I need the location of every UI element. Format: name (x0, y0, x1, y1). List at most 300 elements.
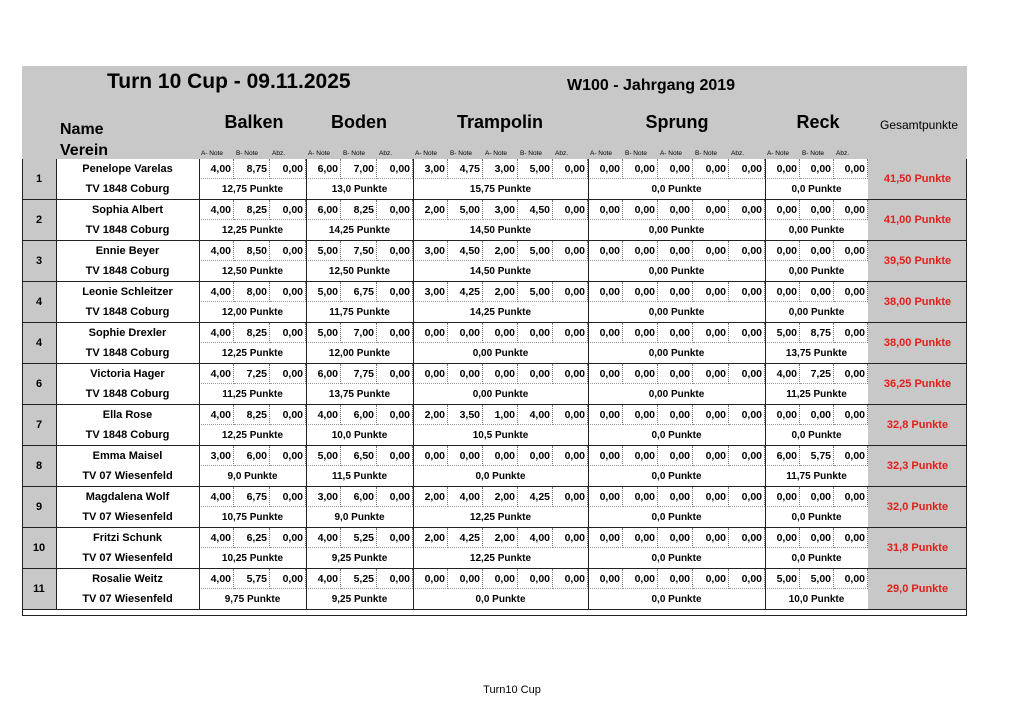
score-cell: 8,75 (234, 159, 270, 179)
score-cell: 5,00 (306, 446, 341, 466)
score-cell: 6,00 (306, 364, 341, 384)
score-cell: 0,00 (270, 282, 306, 302)
score-cell: 0,00 (800, 487, 834, 507)
score-cell: 0,00 (448, 569, 483, 589)
column-divider (306, 159, 307, 199)
rank-cell: 8 (22, 446, 56, 486)
column-divider (588, 528, 589, 568)
gymnast-name: Sophie Drexler (88, 327, 167, 339)
gymnast-club: TV 1848 Coburg (85, 224, 170, 236)
column-divider (306, 282, 307, 322)
column-divider (199, 282, 200, 322)
apparatus-heading: Trampolin (456, 112, 543, 132)
apparatus-points: 0,0 Punkte (475, 593, 526, 605)
score-cell: 0,00 (588, 323, 623, 343)
gymnast-name: Victoria Hager (90, 368, 165, 380)
note-sublabel: A- Note (660, 150, 683, 157)
column-divider (56, 159, 57, 199)
gymnast-club: TV 1848 Coburg (85, 183, 170, 195)
apparatus-points: 13,0 Punkte (331, 183, 388, 195)
score-cell: 4,00 (199, 200, 234, 220)
score-cell: 8,75 (800, 323, 834, 343)
score-cell: 5,00 (765, 569, 800, 589)
column-divider (199, 528, 200, 568)
apparatus-points: 0,00 Punkte (648, 265, 705, 277)
column-divider (588, 446, 589, 486)
score-cell: 4,00 (306, 569, 341, 589)
score-cell: 0,00 (270, 569, 306, 589)
column-divider (765, 528, 766, 568)
score-cell: 6,00 (306, 159, 341, 179)
column-divider (588, 200, 589, 240)
score-cell: 8,50 (234, 241, 270, 261)
column-divider (199, 405, 200, 445)
apparatus-points: 12,25 Punkte (221, 429, 284, 441)
score-cell: 0,00 (658, 528, 693, 548)
score-cell: 0,00 (623, 528, 658, 548)
apparatus-points: 11,5 Punkte (331, 470, 388, 482)
gymnast-name: Leonie Schleitzer (82, 286, 173, 298)
apparatus-points: 12,00 Punkte (221, 306, 284, 318)
gymnast-name: Sophia Albert (91, 204, 164, 216)
score-cell: 7,25 (800, 364, 834, 384)
note-sublabel: Abz. (555, 150, 569, 157)
score-cell: 0,00 (729, 282, 765, 302)
total-points: 32,3 Punkte (868, 446, 967, 486)
score-cell: 0,00 (270, 200, 306, 220)
apparatus-points: 12,25 Punkte (469, 552, 532, 564)
score-cell: 3,50 (448, 405, 483, 425)
score-cell: 0,00 (377, 364, 413, 384)
column-divider (306, 446, 307, 486)
score-cell: 4,00 (199, 528, 234, 548)
note-sublabel: Abz. (379, 150, 393, 157)
score-cell: 7,50 (341, 241, 377, 261)
score-cell: 0,00 (800, 200, 834, 220)
apparatus-points: 9,25 Punkte (331, 593, 388, 605)
table-row (22, 446, 967, 487)
rank-cell: 9 (22, 487, 56, 527)
note-sublabel: A- Note (590, 150, 613, 157)
score-cell: 0,00 (765, 405, 800, 425)
column-divider (413, 528, 414, 568)
column-divider (199, 323, 200, 363)
score-cell: 6,50 (341, 446, 377, 466)
score-cell: 3,00 (306, 487, 341, 507)
score-cell: 0,00 (623, 446, 658, 466)
score-cell: 0,00 (588, 241, 623, 261)
score-cell: 2,00 (483, 282, 518, 302)
score-cell: 6,00 (341, 487, 377, 507)
score-cell: 0,00 (518, 569, 553, 589)
apparatus-points: 0,00 Punkte (788, 265, 845, 277)
score-cell: 0,00 (588, 282, 623, 302)
column-divider (413, 446, 414, 486)
apparatus-points: 14,50 Punkte (469, 265, 532, 277)
score-cell: 0,00 (658, 364, 693, 384)
table-row (22, 405, 967, 446)
name-column-label: Name (60, 121, 104, 138)
score-cell: 5,00 (306, 282, 341, 302)
note-sublabel: B- Note (695, 150, 718, 157)
column-divider (765, 364, 766, 404)
total-column-label: Gesamtpunkte (880, 118, 959, 132)
apparatus-points: 9,25 Punkte (331, 552, 388, 564)
score-cell: 0,00 (413, 446, 448, 466)
gymnast-club: TV 1848 Coburg (85, 265, 170, 277)
apparatus-points: 10,5 Punkte (472, 429, 529, 441)
score-cell: 0,00 (377, 528, 413, 548)
score-cell: 0,00 (834, 364, 868, 384)
column-divider (588, 487, 589, 527)
score-cell: 0,00 (588, 487, 623, 507)
score-cell: 5,00 (518, 282, 553, 302)
score-cell: 0,00 (413, 364, 448, 384)
score-cell: 6,75 (341, 282, 377, 302)
score-cell: 3,00 (483, 159, 518, 179)
score-cell: 0,00 (800, 405, 834, 425)
score-cell: 8,25 (234, 323, 270, 343)
gymnast-club: TV 07 Wiesenfeld (82, 593, 173, 605)
score-cell: 0,00 (834, 405, 868, 425)
score-cell: 0,00 (623, 364, 658, 384)
column-divider (199, 487, 200, 527)
table-row (22, 487, 967, 528)
score-cell: 0,00 (483, 569, 518, 589)
column-divider (765, 241, 766, 281)
score-cell: 3,00 (413, 241, 448, 261)
score-cell: 6,00 (306, 200, 341, 220)
rank-cell: 11 (22, 569, 56, 609)
apparatus-points: 10,25 Punkte (221, 552, 284, 564)
apparatus-points: 9,75 Punkte (224, 593, 281, 605)
score-cell: 0,00 (518, 364, 553, 384)
total-points: 29,0 Punkte (868, 569, 967, 609)
score-cell: 0,00 (693, 364, 729, 384)
score-cell: 0,00 (553, 569, 588, 589)
apparatus-points: 12,50 Punkte (221, 265, 284, 277)
note-sublabel: B- Note (625, 150, 648, 157)
note-sublabel: Abz. (731, 150, 745, 157)
column-divider (199, 200, 200, 240)
score-cell: 0,00 (693, 200, 729, 220)
score-cell: 0,00 (553, 323, 588, 343)
score-cell: 0,00 (800, 282, 834, 302)
score-cell: 0,00 (834, 323, 868, 343)
rank-cell: 7 (22, 405, 56, 445)
apparatus-points: 0,00 Punkte (472, 388, 529, 400)
score-cell: 0,00 (377, 569, 413, 589)
score-cell: 0,00 (834, 200, 868, 220)
score-cell: 0,00 (483, 323, 518, 343)
note-sublabel: B- Note (520, 150, 543, 157)
score-cell: 4,00 (199, 405, 234, 425)
score-cell: 0,00 (800, 159, 834, 179)
score-cell: 0,00 (765, 159, 800, 179)
score-cell: 4,00 (199, 487, 234, 507)
gymnast-name: Emma Maisel (92, 450, 163, 462)
column-divider (588, 159, 589, 199)
score-cell: 0,00 (270, 241, 306, 261)
column-divider (306, 200, 307, 240)
score-cell: 0,00 (834, 487, 868, 507)
score-cell: 2,00 (413, 487, 448, 507)
column-divider (588, 241, 589, 281)
apparatus-points: 12,25 Punkte (221, 347, 284, 359)
apparatus-points: 9,0 Punkte (334, 511, 385, 523)
score-cell: 4,00 (306, 405, 341, 425)
total-points: 31,8 Punkte (868, 528, 967, 568)
header-band (22, 66, 967, 159)
total-points: 36,25 Punkte (868, 364, 967, 404)
score-cell: 4,25 (448, 282, 483, 302)
column-divider (306, 405, 307, 445)
score-cell: 0,00 (693, 323, 729, 343)
table-row (22, 159, 967, 200)
table-row (22, 323, 967, 364)
score-cell: 0,00 (270, 364, 306, 384)
rank-cell: 10 (22, 528, 56, 568)
score-cell: 0,00 (693, 282, 729, 302)
column-divider (765, 487, 766, 527)
apparatus-points: 0,00 Punkte (788, 224, 845, 236)
column-divider (413, 282, 414, 322)
score-cell: 5,00 (448, 200, 483, 220)
gymnast-name: Rosalie Weitz (92, 573, 163, 585)
score-cell: 0,00 (448, 364, 483, 384)
score-cell: 0,00 (729, 487, 765, 507)
apparatus-points: 0,00 Punkte (648, 347, 705, 359)
apparatus-points: 0,0 Punkte (651, 511, 702, 523)
gymnast-club: TV 1848 Coburg (85, 347, 170, 359)
total-points: 41,50 Punkte (868, 159, 967, 199)
page-title: Turn 10 Cup - 09.11.2025 (107, 70, 351, 93)
score-cell: 5,25 (341, 569, 377, 589)
apparatus-points: 10,0 Punkte (788, 593, 845, 605)
score-cell: 5,25 (341, 528, 377, 548)
score-cell: 4,00 (199, 364, 234, 384)
score-cell: 0,00 (729, 159, 765, 179)
column-divider (765, 323, 766, 363)
column-divider (413, 487, 414, 527)
score-cell: 0,00 (658, 241, 693, 261)
total-points: 32,0 Punkte (868, 487, 967, 527)
score-cell: 0,00 (553, 446, 588, 466)
apparatus-points: 10,0 Punkte (331, 429, 388, 441)
score-cell: 6,25 (234, 528, 270, 548)
score-cell: 4,00 (518, 405, 553, 425)
score-cell: 0,00 (693, 159, 729, 179)
total-points: 41,00 Punkte (868, 200, 967, 240)
score-cell: 3,00 (483, 200, 518, 220)
column-divider (413, 569, 414, 609)
score-cell: 0,00 (623, 487, 658, 507)
apparatus-points: 0,00 Punkte (472, 347, 529, 359)
score-cell: 0,00 (270, 528, 306, 548)
apparatus-points: 12,25 Punkte (469, 511, 532, 523)
apparatus-points: 0,0 Punkte (651, 429, 702, 441)
score-cell: 0,00 (588, 159, 623, 179)
apparatus-points: 14,25 Punkte (469, 306, 532, 318)
gymnast-club: TV 1848 Coburg (85, 429, 170, 441)
score-cell: 0,00 (553, 159, 588, 179)
column-divider (56, 282, 57, 322)
apparatus-points: 0,0 Punkte (651, 470, 702, 482)
apparatus-points: 12,75 Punkte (221, 183, 284, 195)
score-cell: 5,00 (800, 569, 834, 589)
score-cell: 0,00 (729, 200, 765, 220)
total-points: 39,50 Punkte (868, 241, 967, 281)
column-divider (56, 405, 57, 445)
column-divider (199, 159, 200, 199)
score-cell: 0,00 (588, 405, 623, 425)
note-sublabel: B- Note (343, 150, 366, 157)
score-cell: 3,00 (413, 159, 448, 179)
column-divider (56, 241, 57, 281)
score-cell: 0,00 (518, 446, 553, 466)
score-cell: 5,00 (306, 323, 341, 343)
note-sublabel: B- Note (450, 150, 473, 157)
column-divider (413, 241, 414, 281)
apparatus-heading: Boden (331, 112, 387, 132)
score-cell: 0,00 (377, 446, 413, 466)
score-cell: 0,00 (377, 282, 413, 302)
score-cell: 0,00 (693, 487, 729, 507)
gymnast-name: Ennie Beyer (95, 245, 160, 257)
apparatus-points: 11,75 Punkte (786, 470, 847, 482)
score-cell: 0,00 (729, 323, 765, 343)
total-points: 38,00 Punkte (868, 323, 967, 363)
score-cell: 5,00 (518, 159, 553, 179)
gymnast-club: TV 07 Wiesenfeld (82, 511, 173, 523)
column-divider (413, 323, 414, 363)
column-divider (56, 200, 57, 240)
score-cell: 0,00 (588, 200, 623, 220)
apparatus-points: 11,25 Punkte (786, 388, 847, 400)
score-cell: 2,00 (413, 405, 448, 425)
score-cell: 6,00 (234, 446, 270, 466)
score-cell: 0,00 (553, 405, 588, 425)
column-divider (413, 200, 414, 240)
apparatus-points: 0,0 Punkte (475, 470, 526, 482)
table-row (22, 200, 967, 241)
column-divider (765, 282, 766, 322)
score-cell: 0,00 (377, 405, 413, 425)
score-cell: 4,00 (199, 241, 234, 261)
score-cell: 8,00 (234, 282, 270, 302)
total-points: 32,8 Punkte (868, 405, 967, 445)
score-cell: 0,00 (834, 569, 868, 589)
score-cell: 2,00 (483, 528, 518, 548)
score-cell: 7,75 (341, 364, 377, 384)
apparatus-points: 9,0 Punkte (227, 470, 278, 482)
score-cell: 0,00 (623, 159, 658, 179)
score-cell: 6,75 (234, 487, 270, 507)
gymnast-club: TV 1848 Coburg (85, 306, 170, 318)
table-row (22, 528, 967, 569)
score-cell: 0,00 (377, 241, 413, 261)
score-cell: 5,00 (518, 241, 553, 261)
score-cell: 0,00 (729, 241, 765, 261)
score-cell: 3,00 (199, 446, 234, 466)
apparatus-points: 12,50 Punkte (328, 265, 391, 277)
gymnast-name: Penelope Varelas (82, 163, 173, 175)
column-divider (306, 323, 307, 363)
score-cell: 0,00 (588, 364, 623, 384)
apparatus-points: 10,75 Punkte (221, 511, 284, 523)
score-cell: 0,00 (377, 487, 413, 507)
column-divider (765, 405, 766, 445)
note-sublabel: A- Note (767, 150, 790, 157)
score-cell: 0,00 (658, 487, 693, 507)
results-sheet (22, 66, 967, 616)
apparatus-points: 14,50 Punkte (469, 224, 532, 236)
score-cell: 2,00 (483, 487, 518, 507)
score-cell: 2,00 (483, 241, 518, 261)
score-cell: 0,00 (765, 487, 800, 507)
note-sublabel: A- Note (308, 150, 331, 157)
apparatus-points: 0,00 Punkte (648, 306, 705, 318)
column-divider (765, 159, 766, 199)
score-cell: 0,00 (483, 364, 518, 384)
score-cell: 7,00 (341, 323, 377, 343)
score-cell: 4,00 (518, 528, 553, 548)
table-row (22, 364, 967, 405)
score-cell: 0,00 (693, 569, 729, 589)
apparatus-points: 11,75 Punkte (329, 306, 390, 318)
rank-cell: 2 (22, 200, 56, 240)
column-divider (306, 569, 307, 609)
total-points: 38,00 Punkte (868, 282, 967, 322)
apparatus-points: 13,75 Punkte (785, 347, 848, 359)
score-cell: 4,00 (306, 528, 341, 548)
score-cell: 4,25 (448, 528, 483, 548)
apparatus-points: 15,75 Punkte (469, 183, 532, 195)
score-cell: 5,75 (800, 446, 834, 466)
score-cell: 0,00 (270, 323, 306, 343)
score-cell: 7,00 (341, 159, 377, 179)
column-divider (56, 323, 57, 363)
score-cell: 0,00 (553, 487, 588, 507)
score-cell: 0,00 (729, 364, 765, 384)
score-cell: 0,00 (765, 200, 800, 220)
column-divider (413, 364, 414, 404)
score-cell: 0,00 (483, 446, 518, 466)
score-cell: 0,00 (658, 569, 693, 589)
score-cell: 0,00 (413, 323, 448, 343)
column-divider (199, 446, 200, 486)
score-cell: 0,00 (729, 446, 765, 466)
apparatus-points: 11,25 Punkte (222, 388, 283, 400)
club-column-label: Verein (60, 142, 109, 159)
column-divider (306, 487, 307, 527)
note-sublabel: Abz. (272, 150, 286, 157)
score-cell: 0,00 (377, 159, 413, 179)
table-row (22, 282, 967, 323)
score-cell: 0,00 (623, 323, 658, 343)
column-divider (306, 241, 307, 281)
score-cell: 5,00 (306, 241, 341, 261)
score-cell: 0,00 (834, 241, 868, 261)
score-cell: 0,00 (270, 405, 306, 425)
column-divider (765, 446, 766, 486)
score-cell: 4,50 (448, 241, 483, 261)
score-cell: 0,00 (588, 569, 623, 589)
score-cell: 0,00 (270, 159, 306, 179)
score-cell: 0,00 (658, 323, 693, 343)
page-footer: Turn10 Cup (483, 684, 541, 696)
score-cell: 0,00 (658, 159, 693, 179)
